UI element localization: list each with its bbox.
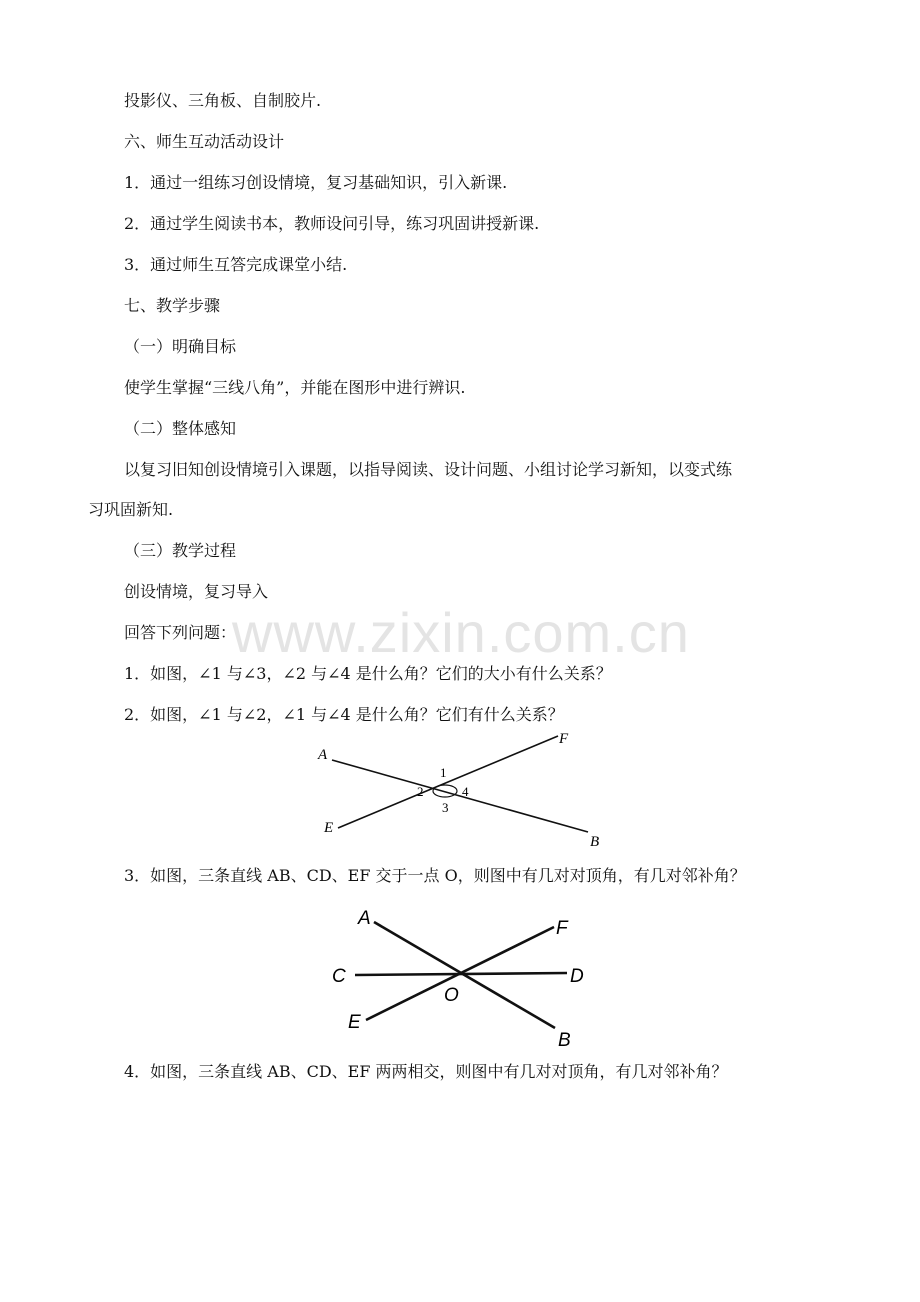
angle-label-3: 3	[442, 800, 449, 815]
text-line-14: 回答下列问题：	[124, 623, 237, 642]
label-D: D	[570, 966, 584, 987]
label-F: F	[556, 918, 568, 939]
section-heading-7: 七、教学步骤	[124, 296, 221, 315]
label-A: A	[358, 908, 371, 929]
subsection-heading-2: （二）整体感知	[124, 419, 237, 438]
label-B: B	[590, 834, 600, 850]
label-F: F	[559, 731, 569, 747]
question-4: 4．如图，三条直线 AB、CD、EF 两两相交，则图中有几对对顶角，有几对邻补角？	[124, 1062, 728, 1081]
question-1: 1．如图，∠1 与∠3，∠2 与∠4 是什么角？它们的大小有什么关系？	[124, 664, 612, 683]
text-line-1: 投影仪、三角板、自制胶片.	[124, 91, 322, 110]
text-line-4: 2．通过学生阅读书本，教师设问引导，练习巩固讲授新课.	[124, 214, 540, 233]
label-O: O	[444, 985, 459, 1006]
label-E: E	[348, 1012, 361, 1033]
label-B: B	[558, 1030, 571, 1051]
label-A: A	[318, 747, 328, 763]
text-line-10: 以复习旧知创设情境引入课题，以指导阅读、设计问题、小组讨论学习新知，以变式练	[124, 460, 733, 479]
text-line-11: 习巩固新知.	[88, 500, 174, 519]
line-ab	[332, 760, 588, 832]
angle-label-2: 2	[417, 784, 424, 799]
text-line-8: 使学生掌握“三线八角”，并能在图形中进行辨识.	[124, 378, 466, 397]
question-2: 2．如图，∠1 与∠2，∠1 与∠4 是什么角？它们有什么关系？	[124, 705, 564, 724]
text-line-5: 3．通过师生互答完成课堂小结.	[124, 255, 348, 274]
text-line-3: 1．通过一组练习创设情境，复习基础知识，引入新课.	[124, 173, 508, 192]
angle-label-1: 1	[440, 765, 447, 780]
question-3: 3．如图，三条直线 AB、CD、EF 交于一点 O，则图中有几对对顶角，有几对邻补角？	[124, 866, 746, 885]
subsection-heading-3: （三）教学过程	[124, 541, 237, 560]
text-line-13: 创设情境，复习导入	[124, 582, 269, 601]
section-heading-6: 六、师生互动活动设计	[124, 132, 285, 151]
figure-intersecting-lines	[300, 722, 620, 854]
subsection-heading-1: （一）明确目标	[124, 337, 237, 356]
label-E: E	[324, 820, 334, 836]
figure-three-lines	[320, 900, 610, 1055]
watermark: www.zixin.com.cn	[232, 601, 690, 664]
angle-label-4: 4	[462, 784, 469, 799]
label-C: C	[332, 966, 346, 987]
